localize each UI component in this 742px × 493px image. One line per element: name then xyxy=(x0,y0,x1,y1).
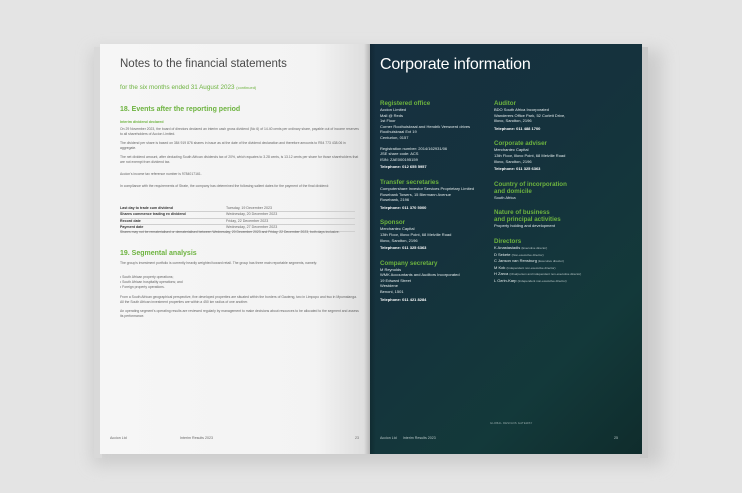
director-role: (Independent non-executive director) xyxy=(506,265,556,270)
director-item xyxy=(494,258,634,265)
bullet-item-text: South African property operations; xyxy=(122,275,174,279)
registered-office-heading: Registered office xyxy=(380,100,431,107)
registration-line: Registration number: 2014/162931/06 xyxy=(380,145,448,151)
section-18-para-2: The dividend per share is based on 384 919 876 shares in issue as at the date of the dividend declaration and therefore amounts to R54 773 438.06 in aggregate. xyxy=(120,141,346,150)
director-role: (Chairperson and independent non-executive director) xyxy=(509,272,582,277)
corporate-adviser-line: Merchantec Capital xyxy=(494,147,529,153)
sponsor-line: Merchantec Capital xyxy=(380,226,415,232)
country-value: South Africa xyxy=(494,194,516,200)
left-page-number: 23 xyxy=(355,436,359,440)
country-heading-line-1: Country of incorporation xyxy=(494,180,567,188)
table-row-key: Last day to trade cum dividend xyxy=(120,206,173,210)
registered-office-line: Rooihuiskraal Ext 19 xyxy=(380,129,417,135)
right-footer-report: Interim Results 2023 xyxy=(402,436,436,440)
section-18-para-5: In compliance with the requirements of Strate, the company has determined the following salient dates for the payment of the final dividend: xyxy=(120,184,330,188)
director-name: H Zarca xyxy=(494,271,509,277)
sponsor-line: Illovo, Sandton, 2196 xyxy=(380,237,418,243)
left-footer-report: Interim Results 2023 xyxy=(180,436,213,440)
company-secretary-line: 19 Edward Street xyxy=(380,277,411,283)
transfer-secretaries-telephone: Telephone: 011 370 5000 xyxy=(380,204,427,210)
bullet-item-text: Foreign property operations. xyxy=(122,285,165,289)
table-row-value: Tuesday, 19 December 2023 xyxy=(226,206,272,210)
company-secretary-line: WMK Accountants and Auditors Incorporated xyxy=(380,272,460,278)
director-name: D Sekete xyxy=(494,251,511,257)
interim-dividend-subheading: Interim dividend declared xyxy=(120,120,164,124)
corporate-adviser-telephone: Telephone: 011 325 6363 xyxy=(494,166,541,172)
registered-office-line: Centurion, 0157 xyxy=(380,134,409,140)
registration-line: ISIN: ZAE000195159 xyxy=(380,156,418,162)
auditor-heading: Auditor xyxy=(494,100,516,107)
directors-heading: Directors xyxy=(494,237,522,245)
section-18-heading: 18. Events after the reporting period xyxy=(120,106,241,113)
director-item xyxy=(494,265,634,272)
director-role: (Independent non-executive director) xyxy=(517,278,567,283)
registered-office-line: Corner Rooihuiskraal and Hendrik Verwoerd drives xyxy=(380,123,471,129)
right-page-number: 25 xyxy=(614,436,618,440)
bullet-item: • South African property operations; xyxy=(120,275,174,279)
table-row-value: Wednesday, 20 December 2023 xyxy=(226,212,278,217)
section-18-para-3: The net dividend amount, after deducting South African dividends tax of 20%, which equates to 3.28 cents, is 13.12 cents per share for those shareholders that are not exempt from dividend tax. xyxy=(120,155,359,164)
section-19-para-3: An operating segment's operating results are reviewed regularly by management to make decisions about resources to be allocated to the segment and assess its performance. xyxy=(120,309,359,318)
director-role: (Non-executive director) xyxy=(511,252,544,257)
transfer-secretaries-line: Rosebank, 2196 xyxy=(380,197,410,203)
right-info-column xyxy=(494,100,634,285)
right-footer-company-text: Accion Ltd xyxy=(380,436,397,440)
director-name: L Ozrin-Karp xyxy=(494,277,517,283)
corporate-adviser-line: 13th Floor, Illovo Point, 68 Melville Road xyxy=(494,152,566,158)
corporate-adviser-line: Illovo, Sandton, 2196 xyxy=(494,158,532,164)
auditor-line: Wanderers Office Park, 52 Corlett Drive, xyxy=(494,112,566,118)
bullet-item-text: South African hospitality operations; and xyxy=(122,280,183,284)
director-name: C Janson van Rensburg xyxy=(494,258,537,264)
nature-heading-line-1: Nature of business xyxy=(494,209,550,217)
corporate-adviser-heading: Corporate adviser xyxy=(494,140,547,148)
director-name: K Anastasiadis xyxy=(494,244,521,250)
table-row-key: Shares commence trading ex dividend xyxy=(120,212,186,217)
company-secretary-telephone: Telephone: 011 421 8284 xyxy=(380,296,427,302)
registered-office-telephone: Telephone: 012 655 5957 xyxy=(380,164,427,170)
table-row-value: Friday, 22 December 2023 xyxy=(226,218,269,223)
auditor-line: Illovo, Sandton, 2196 xyxy=(494,118,532,124)
registered-office-line: Mall @ Reds xyxy=(380,112,403,118)
left-footer-company: Accion Ltd xyxy=(110,436,127,440)
transfer-secretaries-heading: Transfer secretaries xyxy=(380,178,439,186)
salient-dates-table xyxy=(120,206,355,232)
company-secretary-heading: Company secretary xyxy=(380,259,438,267)
nature-value: Property holding and development xyxy=(494,223,555,229)
continued-label: (continued) xyxy=(236,85,257,90)
sponsor-telephone: Telephone: 011 325 6363 xyxy=(380,245,427,251)
table-row-value: Wednesday, 27 December 2023 xyxy=(226,225,278,230)
auditor-telephone: Telephone: 011 488 1700 xyxy=(494,125,541,131)
section-18-para-1: On 29 November 2023, the board of directors declared an interim cash gross dividend (No 6) of 14.40 cents per ordinary share, payable out of income reserves to all shareholders of Accion Limited. xyxy=(120,127,359,136)
auditor-line: BDO South Africa Incorporated xyxy=(494,107,549,112)
director-item xyxy=(494,278,634,285)
left-info-column xyxy=(380,100,492,302)
section-19-para-2: From a South African geographical perspective, five developed properties are situated within the borders of Gauteng, two in Limpopo and two in Mpumalanga. All the South African investment properties are within a 450 km radius of one another. xyxy=(120,295,357,304)
right-footer-credit: GLOBAL DESIGNS GATEWAY xyxy=(490,422,533,425)
section-19-para-1: The group's investment portfolio is currently heavily weighted toward retail. The group has three main reportable segments, namely: xyxy=(120,261,318,265)
section-18-para-4: Accion's income tax reference number is 9784017161. xyxy=(120,172,202,176)
country-heading-line-2: and domicile xyxy=(494,187,532,195)
transfer-secretaries-line: Computershare Investor Services Proprietary Limited xyxy=(380,185,475,191)
notes-subtitle-text: for the six months ended 31 August 2023 xyxy=(120,84,235,91)
corporate-info-title: Corporate information xyxy=(380,56,531,73)
transfer-secretaries-line: Rosebank Towers, 15 Biermann Avenue xyxy=(380,191,452,197)
right-page xyxy=(370,44,642,454)
registered-office-line: Accion Limited xyxy=(380,107,407,112)
section-19-heading: 19. Segmental analysis xyxy=(120,250,197,257)
director-item xyxy=(494,252,634,259)
table-row-key: Record date xyxy=(120,218,141,223)
director-name: M Kok xyxy=(494,264,506,270)
registered-office-line: 1st Floor xyxy=(380,118,396,124)
section-18-para-6: Shares may not be rematerialised or dematerialised between Wednesday, 20 December 2023 and Friday, 22 December 2023, both days inclusive. xyxy=(120,230,340,234)
bullet-item: • South African hospitality operations; and xyxy=(120,280,183,284)
right-footer-company xyxy=(380,436,436,440)
company-secretary-line: M Reynolds xyxy=(380,266,402,272)
sponsor-line: 13th Floor, Illovo Point, 68 Melville Road xyxy=(380,231,452,237)
left-page xyxy=(100,44,370,454)
notes-title: Notes to the financial statements xyxy=(120,58,287,70)
director-role: (Executive director) xyxy=(538,259,564,264)
sponsor-heading: Sponsor xyxy=(380,219,406,227)
bullet-item: • Foreign property operations. xyxy=(120,285,165,289)
book-spine xyxy=(364,44,376,454)
company-secretary-line: Benoni, 1501 xyxy=(380,289,404,295)
nature-heading-line-2: and principal activities xyxy=(494,216,561,224)
director-item xyxy=(494,245,634,252)
company-secretary-line: Westdene xyxy=(380,283,398,289)
director-item xyxy=(494,271,634,278)
registration-line: JSE share code: ACS xyxy=(380,151,419,157)
director-role: (Executive director) xyxy=(521,245,548,250)
table-row-key: Payment date xyxy=(120,225,144,230)
notes-subtitle xyxy=(120,84,256,91)
